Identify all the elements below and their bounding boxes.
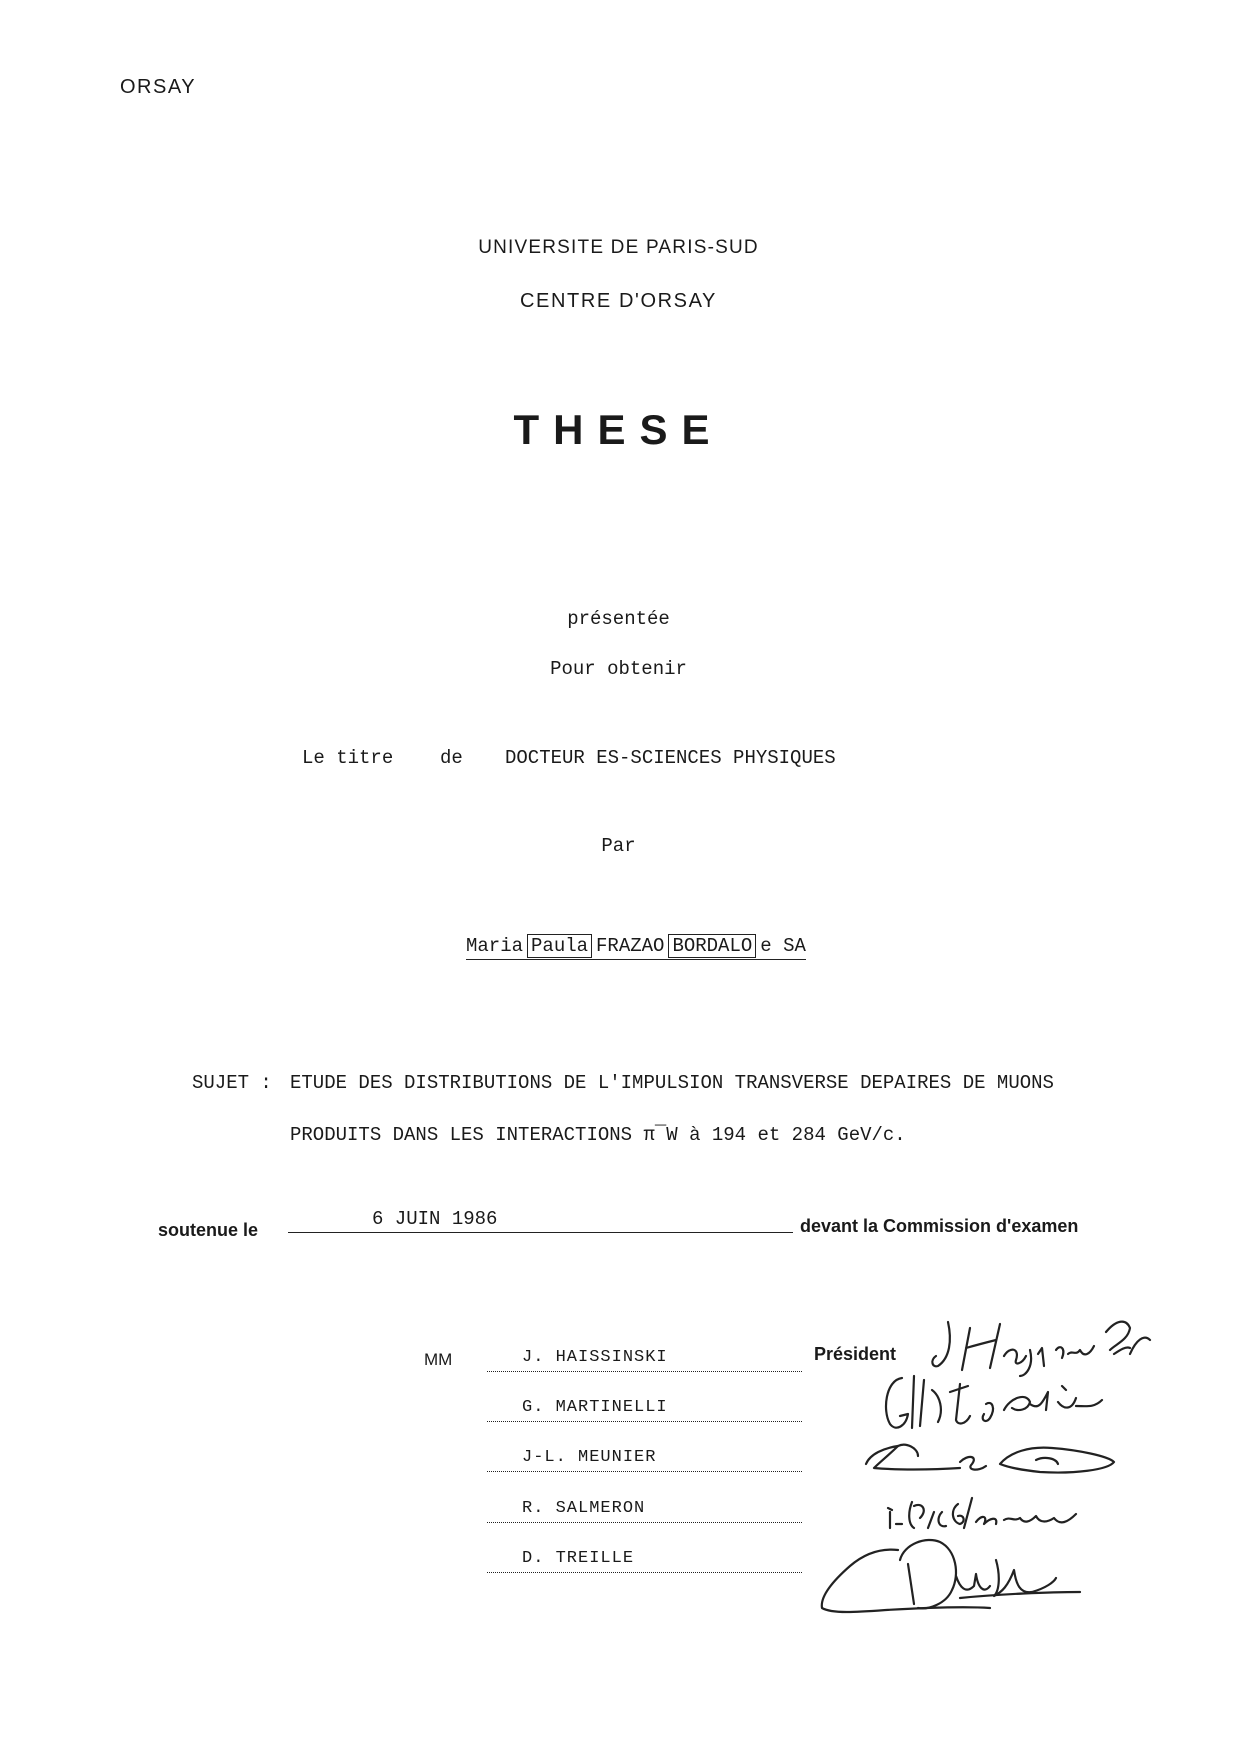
- signature-meunier: [860, 1430, 1130, 1485]
- author-middle-name: FRAZAO: [596, 935, 665, 957]
- subject-line-1: ETUDE DES DISTRIBUTIONS DE L'IMPULSION TRANSVERSE DEPAIRES DE MUONS: [290, 1072, 1054, 1094]
- jury-line: [487, 1421, 802, 1422]
- place-header: ORSAY: [120, 76, 197, 98]
- author-first-name: Maria: [466, 935, 524, 957]
- jury-member-name: G. MARTINELLI: [522, 1398, 668, 1417]
- document-title: THESE: [513, 406, 724, 453]
- author-name: [466, 935, 806, 960]
- author-boxed-last-name: BORDALO: [668, 934, 756, 958]
- jury-line: [487, 1371, 802, 1372]
- author-last-name: e SA: [760, 935, 806, 957]
- president-label: Président: [814, 1344, 897, 1364]
- committee-text: devant la Commission d'examen: [800, 1216, 1079, 1236]
- centre-name: CENTRE D'ORSAY: [520, 290, 717, 312]
- subject-label: SUJET :: [192, 1072, 272, 1094]
- by-text: Par: [601, 835, 636, 857]
- university-name: UNIVERSITE DE PARIS-SUD: [478, 237, 759, 258]
- jury-line: [487, 1471, 802, 1472]
- author-boxed-first-name: Paula: [527, 934, 592, 958]
- date-underline: [288, 1232, 793, 1233]
- defense-label: soutenue le: [158, 1220, 259, 1240]
- jury-member-name: R. SALMERON: [522, 1499, 646, 1518]
- subject-line-2: PRODUITS DANS LES INTERACTIONS π¯W à 194 et 284 GeV/c.: [290, 1124, 906, 1146]
- jury-member-name: J. HAISSINSKI: [522, 1348, 668, 1367]
- degree-preposition: de: [440, 747, 463, 769]
- signature-treille: [810, 1530, 1100, 1630]
- jury-prefix: MM: [424, 1350, 453, 1369]
- jury-member-name: D. TREILLE: [522, 1549, 635, 1568]
- jury-line: [487, 1522, 802, 1523]
- jury-line: [487, 1572, 802, 1573]
- degree-label: Le titre: [302, 747, 394, 769]
- jury-member-name: J-L. MEUNIER: [522, 1448, 657, 1467]
- presented-text: présentée: [567, 608, 670, 630]
- degree-name: DOCTEUR ES-SCIENCES PHYSIQUES: [505, 747, 836, 769]
- purpose-text: Pour obtenir: [550, 658, 687, 680]
- defense-date: 6 JUIN 1986: [372, 1208, 498, 1230]
